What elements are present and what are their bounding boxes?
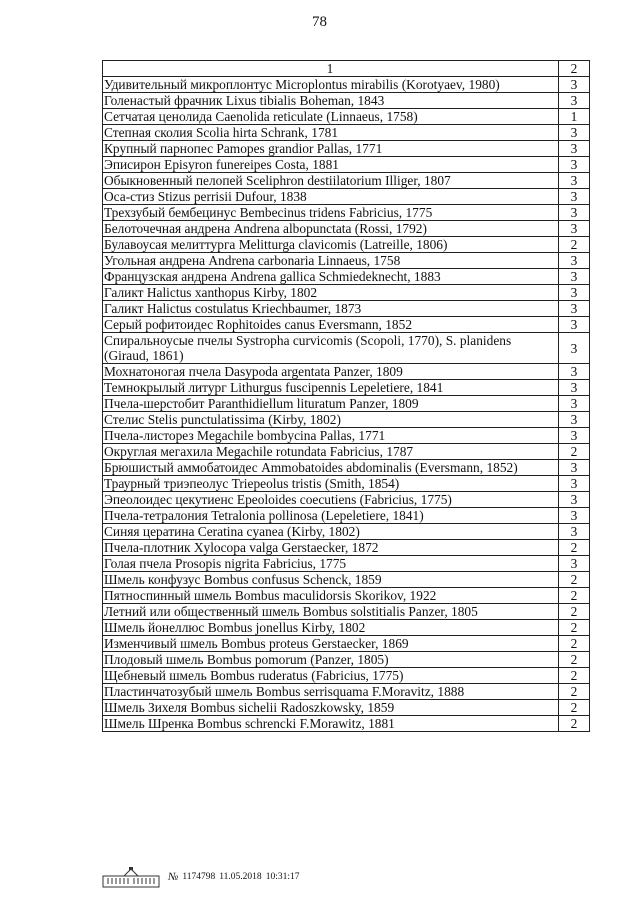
table-row — [103, 684, 590, 700]
species-name-cell: Эпеолоидес цекутиенс Epeoloides coecutiens (Fabricius, 1775) — [103, 492, 559, 508]
category-cell: 3 — [559, 141, 590, 157]
species-name-cell: Обыкновенный пелопей Sceliphron destiilatorium Illiger, 1807 — [103, 173, 559, 189]
table-row — [103, 508, 590, 524]
species-name-cell: Белоточечная андрена Andrena albopunctata (Rossi, 1792) — [103, 221, 559, 237]
table-row — [103, 428, 590, 444]
table-row — [103, 109, 590, 125]
species-name-cell: Булавоусая мелиттурга Melitturga clavicomis (Latreille, 1806) — [103, 237, 559, 253]
table-row — [103, 157, 590, 173]
table-row — [103, 540, 590, 556]
table-row — [103, 572, 590, 588]
table-row — [103, 716, 590, 732]
table-row — [103, 412, 590, 428]
species-name-cell: Оса-стиз Stizus perrisii Dufour, 1838 — [103, 189, 559, 205]
category-cell: 2 — [559, 700, 590, 716]
category-cell: 3 — [559, 173, 590, 189]
table-row — [103, 460, 590, 476]
species-name-cell: Округлая мегахила Megachile rotundata Fabricius, 1787 — [103, 444, 559, 460]
species-name-cell: Трехзубый бембецинус Bembecinus tridens Fabricius, 1775 — [103, 205, 559, 221]
table-row — [103, 556, 590, 572]
category-cell: 2 — [559, 237, 590, 253]
table-row — [103, 620, 590, 636]
table-row — [103, 588, 590, 604]
table-row — [103, 700, 590, 716]
table-row — [103, 141, 590, 157]
species-name-cell: Шмель Зихеля Bombus sichelii Radoszkowsky, 1859 — [103, 700, 559, 716]
footer — [102, 866, 299, 888]
category-cell: 3 — [559, 396, 590, 412]
species-name-cell: Серый рофитоидес Rophitoides canus Eversmann, 1852 — [103, 317, 559, 333]
category-cell: 3 — [559, 556, 590, 572]
species-name-cell: Щебневый шмель Bombus ruderatus (Fabricius, 1775) — [103, 668, 559, 684]
footer-registration — [168, 871, 299, 883]
species-name-cell: Мохнатоногая пчела Dasypoda argentata Panzer, 1809 — [103, 364, 559, 380]
table-row — [103, 476, 590, 492]
species-name-cell: Галикт Halictus costulatus Kriechbaumer, 1873 — [103, 301, 559, 317]
header-col-1: 1 — [103, 61, 559, 77]
table-row — [103, 125, 590, 141]
category-cell: 3 — [559, 189, 590, 205]
table-row — [103, 301, 590, 317]
category-cell: 2 — [559, 540, 590, 556]
category-cell: 3 — [559, 460, 590, 476]
category-cell: 3 — [559, 524, 590, 540]
table-row — [103, 77, 590, 93]
table-row — [103, 636, 590, 652]
table-row — [103, 364, 590, 380]
category-cell: 1 — [559, 109, 590, 125]
category-cell: 3 — [559, 412, 590, 428]
table-row — [103, 604, 590, 620]
species-name-cell: Пчела-шерстобит Paranthidiellum lituratum Panzer, 1809 — [103, 396, 559, 412]
category-cell: 2 — [559, 716, 590, 732]
species-name-cell: Голая пчела Prosopis nigrita Fabricius, 1775 — [103, 556, 559, 572]
species-name-cell: Брюшистый аммобатоидес Ammobatoides abdominalis (Eversmann, 1852) — [103, 460, 559, 476]
species-name-cell: Степная сколия Scolia hirta Schrank, 1781 — [103, 125, 559, 141]
category-cell: 2 — [559, 668, 590, 684]
species-name-cell: Шмель йонеллюс Bombus jonellus Kirby, 1802 — [103, 620, 559, 636]
category-cell: 3 — [559, 508, 590, 524]
species-name-cell: Темнокрылый литург Lithurgus fuscipennis Lepeletiere, 1841 — [103, 380, 559, 396]
table-row — [103, 380, 590, 396]
table-row — [103, 253, 590, 269]
category-cell: 2 — [559, 652, 590, 668]
category-cell: 2 — [559, 620, 590, 636]
species-name-cell: Летний или общественный шмель Bombus solstitialis Panzer, 1805 — [103, 604, 559, 620]
category-cell: 3 — [559, 285, 590, 301]
table-row — [103, 285, 590, 301]
document-number: 1174798 — [182, 872, 216, 882]
category-cell: 3 — [559, 269, 590, 285]
category-cell: 2 — [559, 444, 590, 460]
table-row — [103, 237, 590, 253]
species-table — [102, 60, 590, 732]
category-cell: 3 — [559, 476, 590, 492]
category-cell: 3 — [559, 77, 590, 93]
category-cell: 3 — [559, 125, 590, 141]
table-row — [103, 396, 590, 412]
page-number: 78 — [312, 14, 327, 30]
category-cell: 3 — [559, 492, 590, 508]
species-name-cell: Плодовый шмель Bombus pomorum (Panzer, 1805) — [103, 652, 559, 668]
species-name-cell: Голенастый фрачник Lixus tibialis Boheman, 1843 — [103, 93, 559, 109]
species-name-cell: Эписирон Episyron funereipes Costa, 1881 — [103, 157, 559, 173]
category-cell: 3 — [559, 428, 590, 444]
species-name-cell: Пчела-плотник Xylocopa valga Gerstaecker, 1872 — [103, 540, 559, 556]
species-name-cell: Пчела-листорез Megachile bombycina Pallas, 1771 — [103, 428, 559, 444]
species-name-cell: Траурный триэпеолус Triepeolus tristis (Smith, 1854) — [103, 476, 559, 492]
table-row — [103, 668, 590, 684]
table-row — [103, 189, 590, 205]
document-date: 11.05.2018 — [219, 872, 262, 882]
table-row — [103, 444, 590, 460]
table-row — [103, 173, 590, 189]
category-cell: 3 — [559, 380, 590, 396]
category-cell: 3 — [559, 317, 590, 333]
species-name-cell: Сетчатая ценолида Caenolida reticulate (Linnaeus, 1758) — [103, 109, 559, 125]
species-name-cell: Крупный парнопес Pamopes grandior Pallas, 1771 — [103, 141, 559, 157]
species-name-cell: Спиральноусые пчелы Systropha curvicomis (Scopoli, 1770), S. planidens (Giraud, 1861) — [103, 333, 559, 364]
species-name-cell: Шмель Шренка Bombus schrencki F.Morawitz, 1881 — [103, 716, 559, 732]
species-name-cell: Стелис Stelis punctulatissima (Kirby, 1802) — [103, 412, 559, 428]
species-name-cell: Пластинчатозубый шмель Bombus serrisquama F.Moravitz, 1888 — [103, 684, 559, 700]
table-row — [103, 221, 590, 237]
table-row — [103, 269, 590, 285]
species-name-cell: Угольная андрена Andrena carbonaria Linnaeus, 1758 — [103, 253, 559, 269]
table-row — [103, 93, 590, 109]
species-name-cell: Галикт Halictus xanthopus Kirby, 1802 — [103, 285, 559, 301]
table-row — [103, 524, 590, 540]
category-cell: 3 — [559, 205, 590, 221]
table-row — [103, 205, 590, 221]
government-building-seal-icon — [102, 866, 160, 888]
category-cell: 2 — [559, 588, 590, 604]
table-row — [103, 652, 590, 668]
header-col-2: 2 — [559, 61, 590, 77]
category-cell: 2 — [559, 572, 590, 588]
category-cell: 3 — [559, 333, 590, 364]
species-name-cell: Французская андрена Andrena gallica Schmiedeknecht, 1883 — [103, 269, 559, 285]
category-cell: 3 — [559, 221, 590, 237]
species-name-cell: Синяя цератина Ceratina cyanea (Kirby, 1802) — [103, 524, 559, 540]
species-name-cell: Изменчивый шмель Bombus proteus Gerstaecker, 1869 — [103, 636, 559, 652]
species-name-cell: Шмель конфузус Bombus confusus Schenck, 1859 — [103, 572, 559, 588]
table-row — [103, 333, 590, 364]
signature-mark: № — [168, 871, 179, 883]
species-name-cell: Пчела-тетралония Tetralonia pollinosa (Lepeletiere, 1841) — [103, 508, 559, 524]
species-name-cell: Удивительный микроплонтус Microplontus mirabilis (Korotyaev, 1980) — [103, 77, 559, 93]
category-cell: 2 — [559, 636, 590, 652]
category-cell: 2 — [559, 604, 590, 620]
table-row — [103, 317, 590, 333]
category-cell: 3 — [559, 253, 590, 269]
category-cell: 2 — [559, 684, 590, 700]
table-row — [103, 492, 590, 508]
table-header-row — [103, 61, 590, 77]
category-cell: 3 — [559, 157, 590, 173]
category-cell: 3 — [559, 364, 590, 380]
category-cell: 3 — [559, 93, 590, 109]
category-cell: 3 — [559, 301, 590, 317]
document-time: 10:31:17 — [265, 872, 300, 882]
species-name-cell: Пятноспинный шмель Bombus maculidorsis Skorikov, 1922 — [103, 588, 559, 604]
